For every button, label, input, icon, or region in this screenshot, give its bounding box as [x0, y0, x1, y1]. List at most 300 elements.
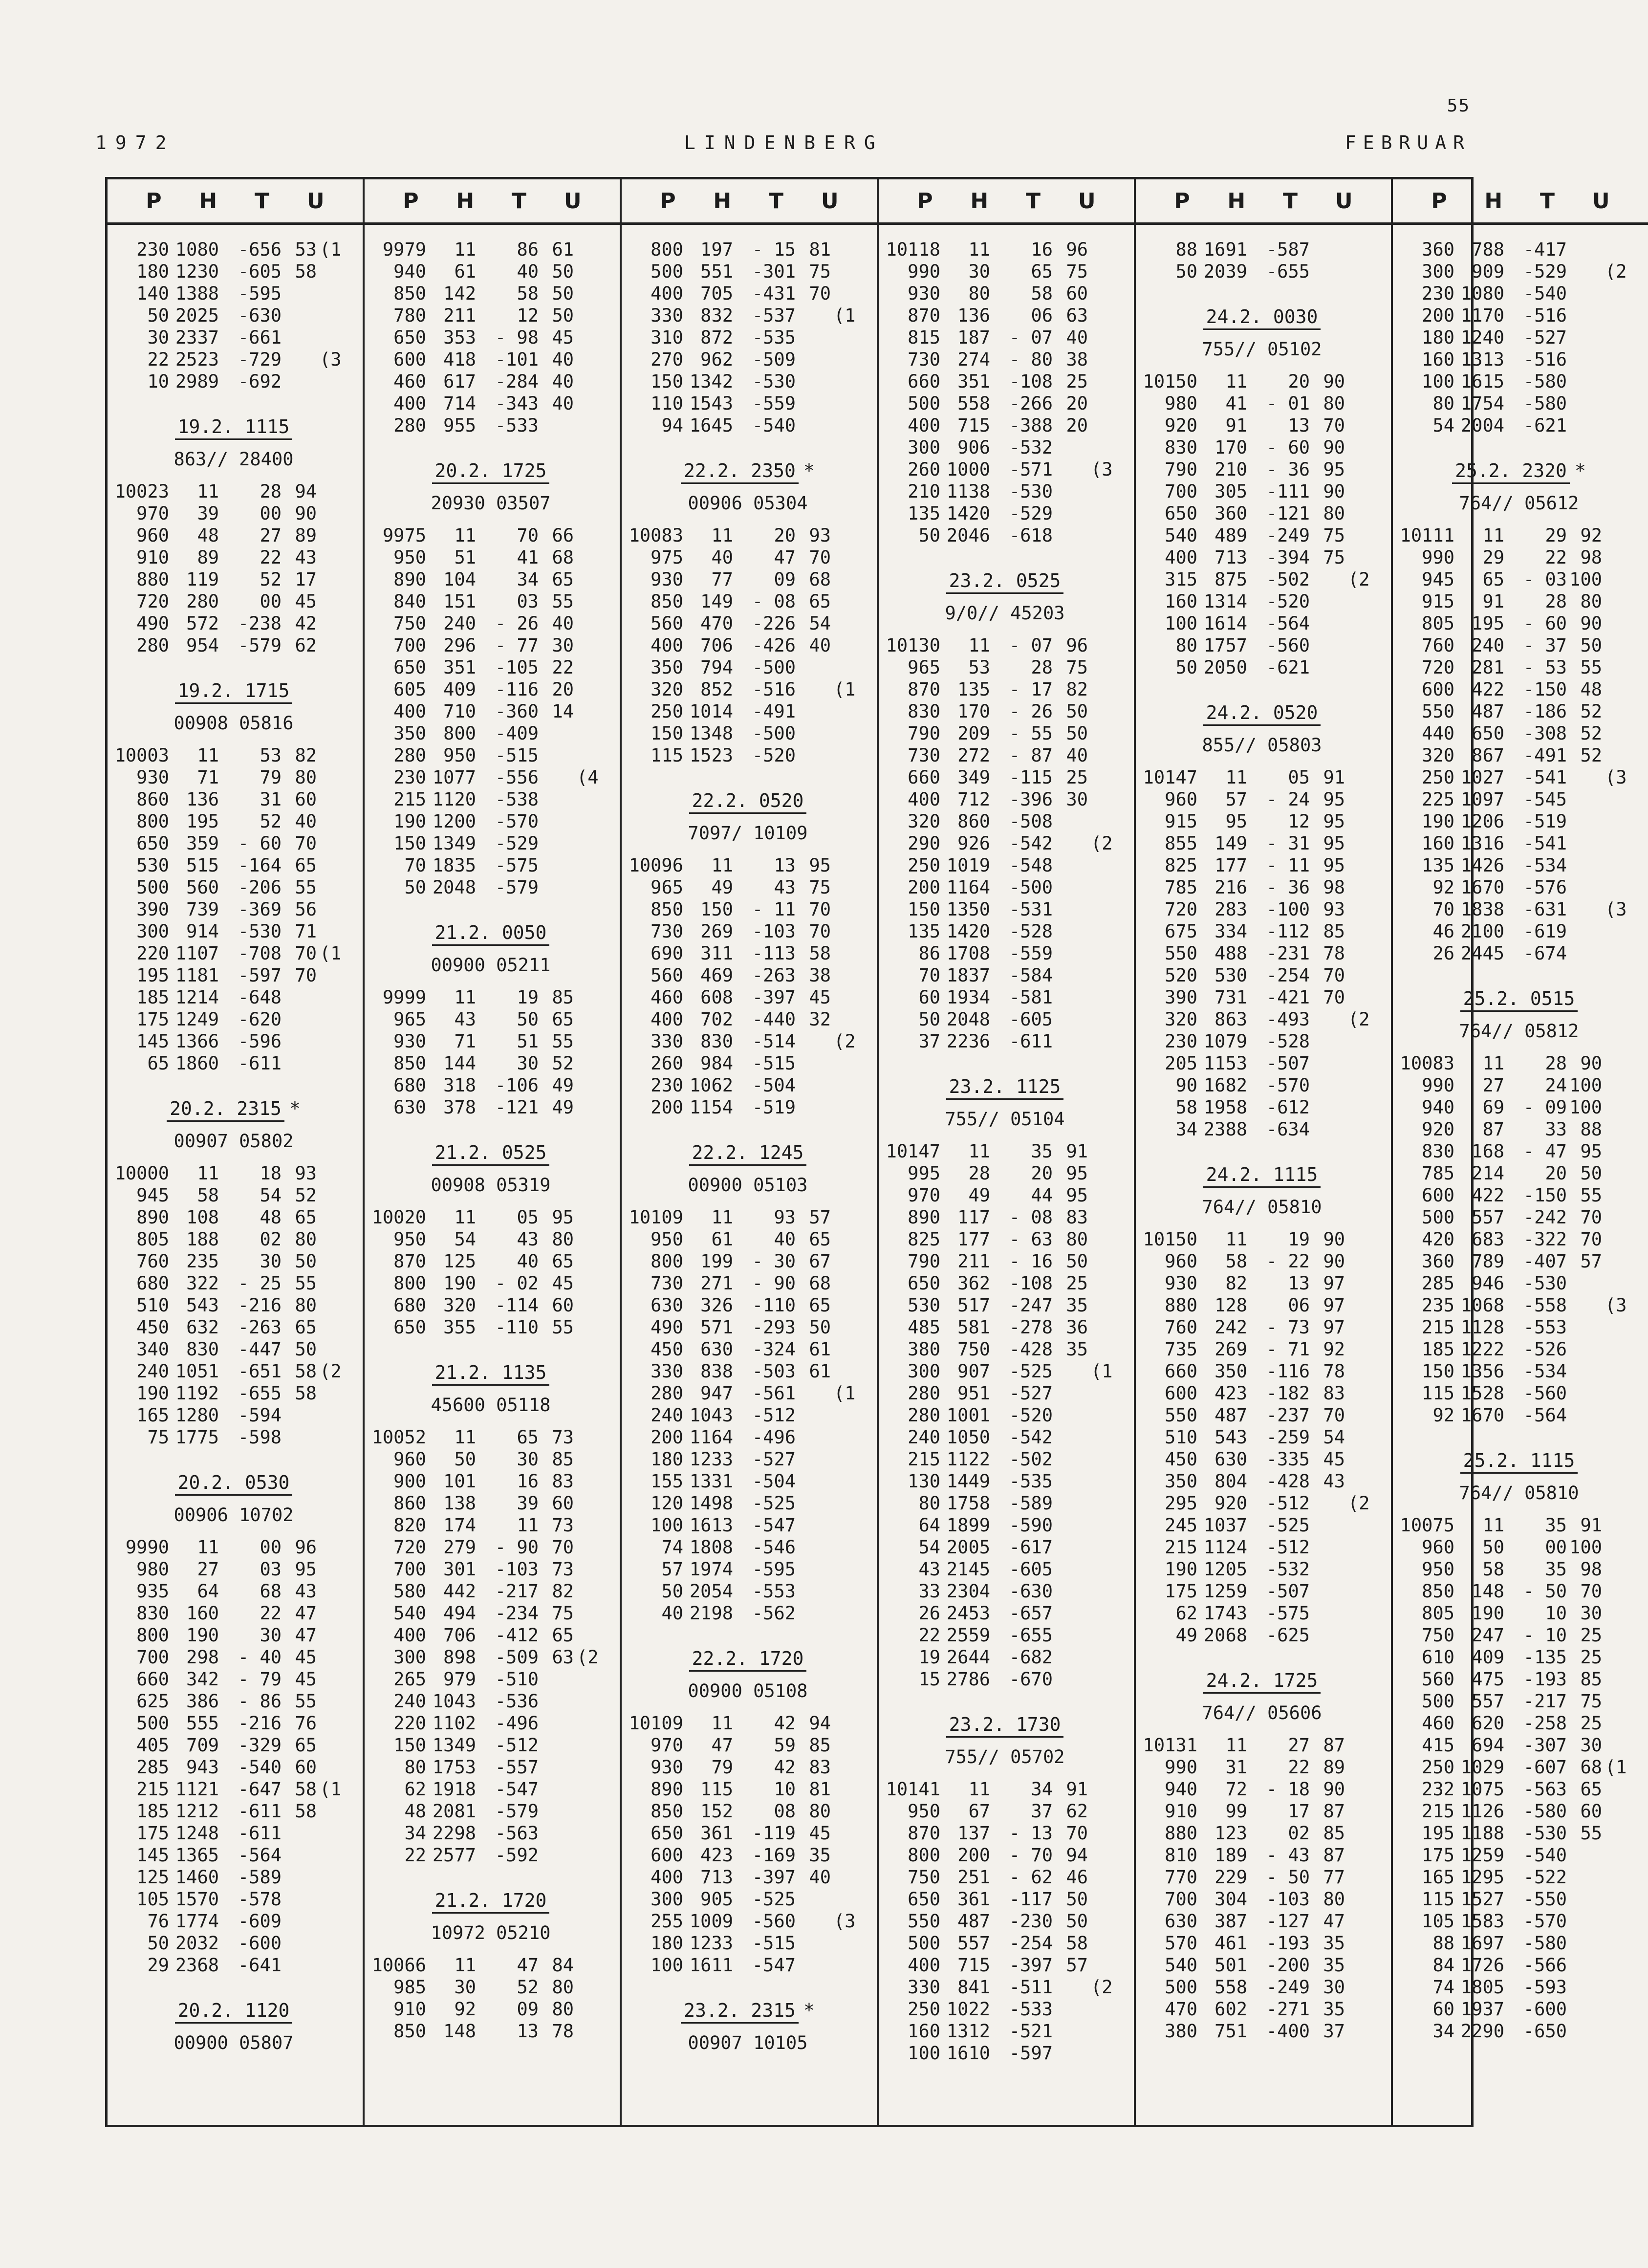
cell-h: 2032	[175, 1933, 219, 1954]
cell-h: 558	[1214, 1977, 1247, 1998]
cell-t: -169	[752, 1845, 796, 1866]
table-row	[371, 1096, 610, 1118]
table-row	[1143, 414, 1381, 436]
table-row	[1143, 239, 1381, 261]
cell-t: 08	[774, 1801, 796, 1822]
cell-p: 135	[1422, 855, 1454, 876]
cell-p: 54	[918, 1537, 940, 1558]
cell-p: 860	[393, 1493, 426, 1514]
cell-t: -537	[752, 305, 796, 326]
cell-u: 95	[809, 855, 831, 876]
cell-p: 940	[393, 261, 426, 282]
cell-h: 1000	[946, 459, 990, 480]
table-row	[371, 349, 610, 371]
table-row	[371, 305, 610, 327]
cell-h: 350	[1214, 1361, 1247, 1382]
cell-u: 53	[295, 239, 317, 260]
cell-t: -127	[1266, 1911, 1310, 1932]
cell-t: - 71	[1266, 1339, 1310, 1360]
cell-h: 269	[1214, 1339, 1247, 1360]
column-header-label: P	[917, 188, 933, 214]
cell-h: 571	[700, 1317, 733, 1338]
cell-p: 200	[1422, 305, 1454, 326]
cell-p: 300	[393, 1647, 426, 1668]
cell-h: 2068	[1203, 1625, 1247, 1646]
table-row	[114, 1646, 353, 1668]
cell-t: -529	[1009, 503, 1053, 524]
cell-p: 250	[651, 701, 683, 722]
sounding-block	[371, 460, 610, 898]
cell-u: 52	[1580, 701, 1602, 722]
table-row	[1400, 788, 1638, 810]
cell-t: -322	[1523, 1229, 1567, 1250]
cell-u: 45	[552, 327, 574, 348]
column-header	[1393, 179, 1648, 225]
cell-t: -278	[1009, 1317, 1053, 1338]
cell-note: (1	[320, 239, 342, 260]
cell-t: -657	[1009, 1603, 1053, 1624]
sounding-block	[1400, 460, 1638, 964]
table-row	[886, 1382, 1124, 1404]
table-row	[371, 788, 610, 810]
cell-p: 315	[1165, 569, 1197, 590]
cell-h: 1691	[1203, 239, 1247, 260]
cell-t: -536	[495, 1691, 539, 1712]
cell-p: 43	[918, 1559, 940, 1580]
cell-p: 195	[136, 965, 169, 986]
cell-u: 68	[1580, 1757, 1602, 1778]
cell-p: 60	[1432, 1999, 1454, 2020]
cell-u: 70	[809, 921, 831, 942]
cell-p: 50	[1175, 261, 1197, 282]
cell-p: 600	[1422, 1185, 1454, 1206]
block-station-id: 00908 05816	[173, 713, 294, 734]
cell-u: 49	[552, 1097, 574, 1118]
cell-t: -530	[752, 371, 796, 392]
cell-t: 33	[1545, 1119, 1567, 1140]
cell-t: -238	[238, 613, 282, 634]
cell-h: 418	[443, 349, 476, 370]
table-row	[629, 239, 867, 261]
cell-t: -431	[752, 283, 796, 304]
cell-h: 1808	[689, 1537, 733, 1558]
table-row	[886, 898, 1124, 920]
table-row	[1400, 327, 1638, 349]
cell-u: 91	[1066, 1141, 1088, 1162]
cell-p: 135	[908, 921, 940, 942]
cell-h: 487	[1214, 1405, 1247, 1426]
cell-t: -528	[1009, 921, 1053, 942]
cell-h: 1645	[689, 415, 733, 436]
cell-t: -605	[1009, 1009, 1053, 1030]
table-row	[886, 436, 1124, 458]
cell-u: 30	[1580, 1603, 1602, 1624]
cell-p: 950	[908, 1801, 940, 1822]
cell-h: 572	[186, 613, 219, 634]
cell-u: 65	[552, 1251, 574, 1272]
table-row	[1400, 1690, 1638, 1712]
cell-t: -216	[238, 1713, 282, 1734]
table-row	[1400, 393, 1638, 414]
cell-t: -504	[752, 1075, 796, 1096]
cell-p: 700	[1165, 481, 1197, 502]
cell-p: 800	[136, 1625, 169, 1646]
cell-t: -263	[752, 965, 796, 986]
cell-t: -512	[495, 1735, 539, 1756]
table-row	[1400, 1118, 1638, 1140]
cell-p: 950	[393, 547, 426, 568]
cell-h: 170	[957, 701, 990, 722]
cell-h: 1019	[946, 855, 990, 876]
cell-p: 460	[651, 987, 683, 1008]
cell-u: 47	[295, 1625, 317, 1646]
cell-u: 45	[809, 1823, 831, 1844]
cell-h: 1757	[1203, 635, 1247, 656]
cell-p: 150	[651, 371, 683, 392]
table-row	[1143, 1448, 1381, 1470]
cell-u: 82	[1066, 679, 1088, 700]
cell-t: 58	[1031, 283, 1053, 304]
table-row	[1143, 942, 1381, 964]
cell-t: 42	[774, 1757, 796, 1778]
table-row	[886, 678, 1124, 700]
cell-h: 11	[968, 1141, 990, 1162]
column-header	[879, 179, 1134, 225]
cell-t: -271	[1266, 1999, 1310, 2020]
cell-t: -509	[495, 1647, 539, 1668]
block-star: *	[803, 460, 815, 481]
table-row	[114, 568, 353, 590]
cell-h: 905	[700, 1889, 733, 1910]
table-row	[114, 1668, 353, 1690]
cell-t: 19	[1288, 1229, 1310, 1250]
table-row	[114, 634, 353, 656]
cell-h: 2048	[946, 1009, 990, 1030]
cell-h: 694	[1472, 1735, 1504, 1756]
table-row	[114, 766, 353, 788]
sounding-block	[1400, 988, 1638, 1426]
cell-u: 65	[295, 1207, 317, 1228]
sounding-block	[886, 1076, 1124, 1690]
table-row	[1143, 1096, 1381, 1118]
cell-h: 197	[700, 239, 733, 260]
table-row	[1143, 1954, 1381, 1976]
cell-t: -631	[1523, 899, 1567, 920]
cell-t: -708	[238, 943, 282, 964]
cell-u: 40	[295, 811, 317, 832]
cell-p: 540	[1165, 525, 1197, 546]
table-row	[1143, 371, 1381, 393]
cell-t: -564	[1523, 1405, 1567, 1426]
column-header-label: T	[512, 188, 527, 214]
cell-t: 16	[1031, 239, 1053, 260]
cell-p: 175	[1422, 1845, 1454, 1866]
cell-h: 2048	[432, 877, 476, 898]
cell-t: -515	[752, 1053, 796, 1074]
cell-p: 400	[1165, 547, 1197, 568]
table-row	[1400, 590, 1638, 612]
cell-p: 940	[1165, 1779, 1197, 1800]
block-station-id: 00907 05802	[173, 1131, 294, 1152]
cell-t: -605	[1009, 1559, 1053, 1580]
cell-u: 87	[1323, 1735, 1345, 1756]
cell-t: 52	[260, 569, 282, 590]
cell-h: 489	[1214, 525, 1247, 546]
cell-h: 1670	[1460, 877, 1504, 898]
block-station-id: 764// 05812	[1459, 1021, 1579, 1042]
cell-t: -428	[1009, 1339, 1053, 1360]
table-row	[629, 1360, 867, 1382]
cell-p: 550	[1165, 943, 1197, 964]
cell-t: - 18	[1266, 1779, 1310, 1800]
cell-u: 50	[552, 261, 574, 282]
cell-h: 49	[968, 1185, 990, 1206]
table-row	[1143, 1250, 1381, 1272]
table-row	[1400, 722, 1638, 744]
table-row	[1400, 766, 1638, 788]
cell-u: 45	[1323, 1449, 1345, 1470]
cell-p: 100	[1165, 613, 1197, 634]
cell-t: 11	[517, 1515, 539, 1536]
table-row	[1400, 524, 1638, 546]
block-station-id: 764// 05810	[1459, 1483, 1579, 1504]
cell-p: 232	[1422, 1779, 1454, 1800]
cell-p: 200	[651, 1097, 683, 1118]
cell-p: 26	[1432, 943, 1454, 964]
cell-p: 400	[393, 701, 426, 722]
cell-t: -532	[1009, 437, 1053, 458]
table-row	[629, 371, 867, 393]
cell-u: 50	[552, 305, 574, 326]
cell-p: 965	[908, 657, 940, 678]
column-header-label: P	[146, 188, 162, 214]
cell-p: 60	[918, 987, 940, 1008]
block-station-id: 10972 05210	[431, 1922, 551, 1943]
cell-t: 02	[260, 1229, 282, 1250]
cell-h: 92	[454, 1999, 476, 2020]
block-date: 22.2. 1720	[689, 1648, 807, 1672]
cell-h: 558	[957, 393, 990, 414]
cell-p: 65	[147, 1053, 169, 1074]
cell-u: 90	[1323, 1229, 1345, 1250]
cell-t: 20	[1288, 371, 1310, 392]
cell-p: 250	[1422, 767, 1454, 788]
column-header-label: H	[1484, 188, 1503, 214]
cell-p: 165	[1422, 1867, 1454, 1888]
cell-t: -514	[752, 1031, 796, 1052]
cell-h: 1349	[432, 1735, 476, 1756]
cell-p: 10150	[1143, 371, 1197, 392]
cell-t: -247	[1009, 1295, 1053, 1316]
table-row	[629, 1602, 867, 1624]
cell-p: 350	[651, 657, 683, 678]
header-year: 1972	[95, 132, 175, 153]
block-star: *	[1574, 460, 1586, 481]
cell-h: 210	[1214, 459, 1247, 480]
table-row	[886, 1514, 1124, 1536]
cell-p: 280	[651, 1383, 683, 1404]
cell-u: 55	[295, 1691, 317, 1712]
table-row	[629, 876, 867, 898]
column-header-label: U	[1335, 188, 1353, 214]
cell-p: 720	[1422, 657, 1454, 678]
cell-p: 850	[393, 1053, 426, 1074]
cell-u: 30	[1066, 789, 1088, 810]
table-row	[629, 1492, 867, 1514]
cell-u: 70	[809, 547, 831, 568]
cell-u: 35	[1066, 1295, 1088, 1316]
cell-p: 915	[1422, 591, 1454, 612]
cell-p: 110	[651, 393, 683, 414]
cell-p: 9990	[125, 1537, 169, 1558]
cell-t: -605	[238, 261, 282, 282]
cell-h: 951	[957, 1383, 990, 1404]
cell-t: - 26	[495, 613, 539, 634]
cell-p: 190	[1165, 1559, 1197, 1580]
cell-h: 11	[197, 1163, 219, 1184]
cell-u: 95	[1323, 833, 1345, 854]
cell-t: -570	[495, 811, 539, 832]
cell-t: -540	[1523, 283, 1567, 304]
sounding-block	[1400, 239, 1638, 436]
sounding-block	[629, 2000, 867, 2053]
cell-h: 128	[1214, 1295, 1247, 1316]
table-row	[629, 612, 867, 634]
cell-p: 90	[1175, 1075, 1197, 1096]
cell-u: 75	[1323, 525, 1345, 546]
cell-p: 250	[908, 1999, 940, 2020]
table-row	[629, 898, 867, 920]
cell-p: 995	[908, 1163, 940, 1184]
table-row	[114, 1030, 353, 1052]
cell-h: 712	[957, 789, 990, 810]
cell-h: 11	[711, 525, 733, 546]
table-row	[629, 1954, 867, 1976]
table-row	[114, 327, 353, 349]
cell-t: -394	[1266, 547, 1310, 568]
cell-t: -284	[495, 371, 539, 392]
cell-h: 195	[186, 811, 219, 832]
cell-p: 330	[908, 1977, 940, 1998]
cell-p: 510	[1165, 1427, 1197, 1448]
cell-h: 1316	[1460, 833, 1504, 854]
cell-p: 265	[393, 1669, 426, 1690]
cell-t: - 90	[495, 1537, 539, 1558]
table-row	[1143, 1756, 1381, 1778]
cell-u: 20	[552, 679, 574, 700]
cell-t: -594	[238, 1405, 282, 1426]
cell-u: 93	[295, 1163, 317, 1184]
column-header	[108, 179, 363, 225]
cell-t: -538	[495, 789, 539, 810]
cell-h: 461	[1214, 1933, 1247, 1954]
table-row	[1400, 1866, 1638, 1888]
table-row	[114, 546, 353, 568]
cell-u: 25	[1580, 1647, 1602, 1668]
cell-u: 55	[1580, 1185, 1602, 1206]
cell-h: 1233	[689, 1449, 733, 1470]
cell-p: 680	[393, 1075, 426, 1096]
table-row	[629, 1800, 867, 1822]
table-row	[371, 1646, 610, 1668]
table-row	[1400, 1250, 1638, 1272]
cell-u: 78	[1323, 1361, 1345, 1382]
cell-p: 180	[651, 1449, 683, 1470]
cell-u: 30	[552, 635, 574, 656]
cell-p: 160	[1422, 349, 1454, 370]
cell-p: 750	[1422, 1625, 1454, 1646]
cell-p: 790	[1165, 459, 1197, 480]
cell-t: - 09	[1523, 1097, 1567, 1118]
column-header-label: T	[769, 188, 784, 214]
cell-h: 789	[1472, 1251, 1504, 1272]
cell-t: -502	[1009, 1449, 1053, 1470]
table-row	[886, 788, 1124, 810]
table-row	[629, 414, 867, 436]
cell-t: 28	[1545, 591, 1567, 612]
cell-h: 555	[186, 1713, 219, 1734]
cell-h: 137	[957, 1823, 990, 1844]
cell-p: 960	[1165, 1251, 1197, 1272]
cell-h: 860	[957, 811, 990, 832]
cell-h: 30	[454, 1977, 476, 1998]
cell-u: 43	[1323, 1471, 1345, 1492]
table-row	[886, 414, 1124, 436]
table-row	[1400, 261, 1638, 283]
cell-t: -511	[1009, 1977, 1053, 1998]
cell-h: 235	[186, 1251, 219, 1272]
cell-h: 551	[700, 261, 733, 282]
table-row	[1143, 788, 1381, 810]
table-column	[1393, 179, 1648, 2125]
cell-t: -593	[1523, 1977, 1567, 1998]
cell-u: 70	[295, 833, 317, 854]
cell-t: - 60	[238, 833, 282, 854]
cell-t: 13	[1288, 1273, 1310, 1294]
cell-p: 195	[1422, 1823, 1454, 1844]
table-row	[1143, 1624, 1381, 1646]
table-row	[114, 305, 353, 327]
cell-p: 145	[136, 1845, 169, 1866]
cell-p: 160	[1165, 591, 1197, 612]
cell-h: 1259	[1460, 1845, 1504, 1866]
cell-t: -428	[1266, 1471, 1310, 1492]
cell-p: 210	[908, 481, 940, 502]
cell-u: 78	[552, 2021, 574, 2042]
cell-p: 650	[393, 657, 426, 678]
cell-p: 830	[1422, 1141, 1454, 1162]
table-row	[1400, 239, 1638, 261]
cell-h: 1029	[1460, 1757, 1504, 1778]
cell-h: 1314	[1203, 591, 1247, 612]
cell-h: 617	[443, 371, 476, 392]
table-row	[1143, 1272, 1381, 1294]
cell-h: 1350	[946, 899, 990, 920]
cell-p: 400	[393, 1625, 426, 1646]
table-row	[114, 1426, 353, 1448]
cell-u: 50	[1066, 723, 1088, 744]
table-row	[1143, 920, 1381, 942]
cell-h: 247	[1472, 1625, 1504, 1646]
cell-p: 92	[1432, 1405, 1454, 1426]
table-row	[886, 458, 1124, 480]
cell-p: 230	[393, 767, 426, 788]
table-row	[114, 1536, 353, 1558]
cell-h: 841	[957, 1977, 990, 1998]
cell-p: 870	[908, 1823, 940, 1844]
table-row	[1400, 1910, 1638, 1932]
cell-t: -301	[752, 261, 796, 282]
